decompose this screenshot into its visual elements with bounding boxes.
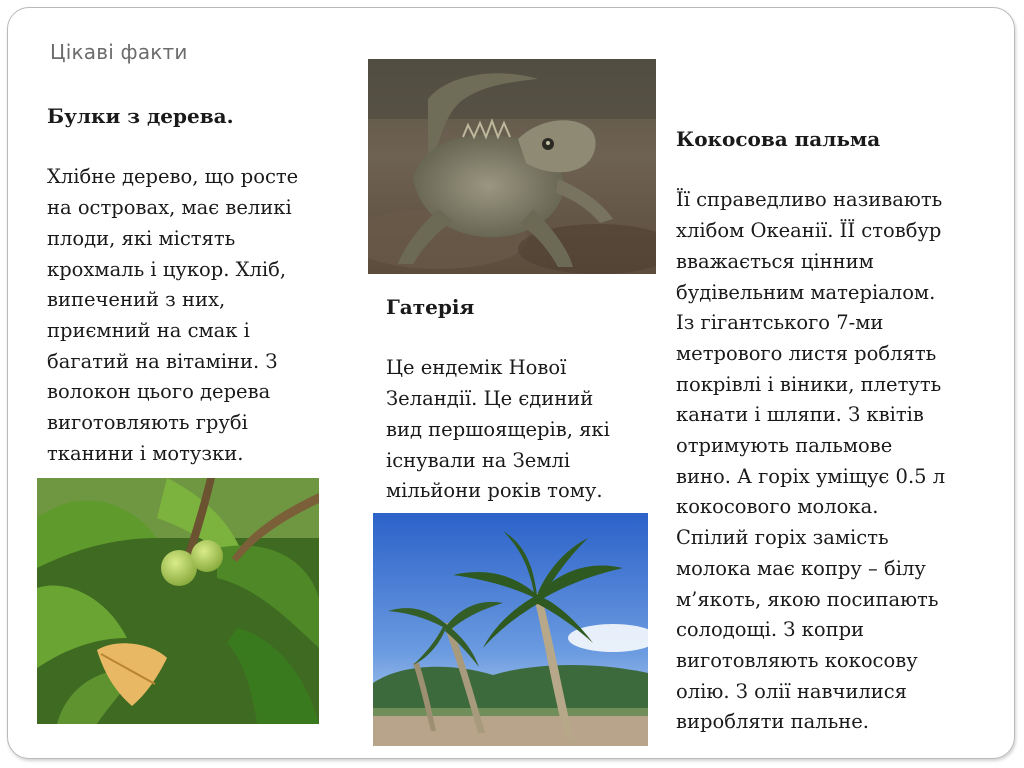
coconut-palm-photo: [373, 513, 648, 746]
coconut-heading: Кокосова пальма: [676, 127, 881, 151]
tuatara-photo: [368, 59, 656, 274]
breadfruit-section: [47, 101, 347, 469]
tuatara-heading: Гатерія: [386, 295, 475, 319]
coconut-text: Її справедливо називають хлібом Океанії. ЇЇ стовбур вважається цінним будівельним матеріалом. Із гігантського 7-ми метрового листя роблять покрівлі і віники, плетуть канати і шляпи. З квітів отримують пальмове вино. А горіх уміщує 0.5 л кокосового молока. Спілий горіх замість молока має копру – білу м’якоть, якою посипають солодощі. З копри виготовляють кокосову олію. З олії навчилися виробляти пальне.: [676, 188, 946, 734]
slide-title: Цікаві факти: [50, 40, 188, 64]
palm-illustration: [373, 513, 648, 746]
tuatara-illustration: [368, 59, 656, 274]
breadfruit-photo: [37, 478, 319, 724]
breadfruit-heading: Булки з дерева.: [47, 104, 234, 128]
tuatara-text: Це ендемік Нової Зеландії. Це єдиний вид першоящерів, які існували на Землі мільйони років тому.: [386, 356, 610, 503]
breadfruit-illustration: [37, 478, 319, 724]
breadfruit-text: Хлібне дерево, що росте на островах, має великі плоди, які містять крохмаль і цукор. Хліб, випечений з них, приємний на смак і багатий на вітаміни. З волокон цього дерева виготовляють грубі тканини і мотузки.: [47, 165, 299, 465]
tuatara-section: [386, 292, 658, 507]
coconut-section: [676, 124, 996, 738]
